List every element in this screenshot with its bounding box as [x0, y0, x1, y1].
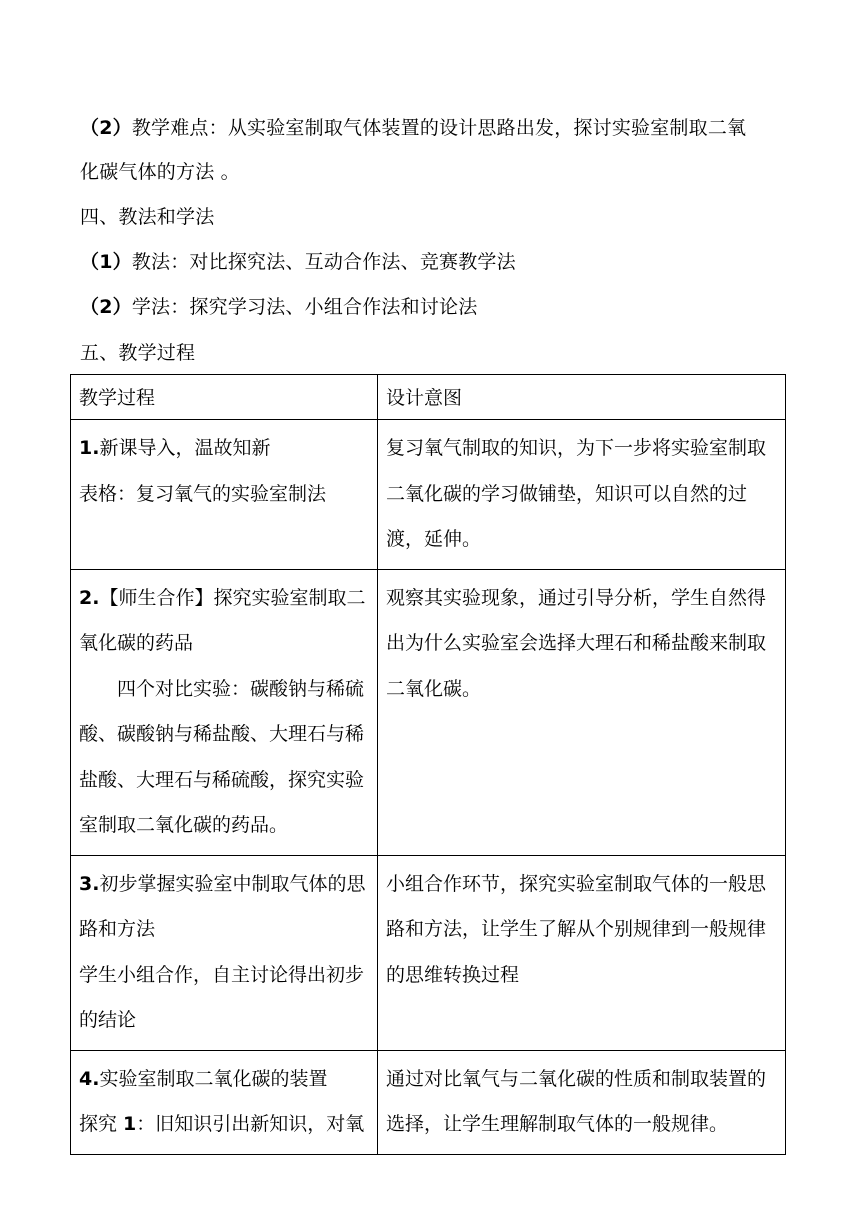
step-title: 初步掌握实验室中制取气体的思路和方法: [79, 872, 366, 940]
step-title: 实验室制取二氧化碳的装置: [99, 1067, 328, 1090]
step-number: 1.: [79, 437, 100, 459]
difficulty-text: 教学难点：从实验室制取气体装置的设计思路出发，探讨实验室制取二氧: [131, 117, 747, 139]
process-cell: [71, 420, 378, 570]
process-title: [79, 576, 369, 667]
intent-cell: 观察其实验现象，通过引导分析，学生自然得出为什么实验室会选择大理石和稀盐酸来制取二氧化碳。: [378, 569, 786, 855]
process-detail: [79, 1102, 369, 1148]
table-row: [71, 855, 786, 1050]
intent-cell: 通过对比氧气与二氧化碳的性质和制取装置的选择，让学生理解制取气体的一般规律。: [378, 1050, 786, 1154]
process-cell: [71, 855, 378, 1050]
process-title: [79, 426, 369, 472]
intent-cell: 小组合作环节，探究实验室制取气体的一般思路和方法，让学生了解从个别规律到一般规律的思维转换过程: [378, 855, 786, 1050]
explore-label: 探究: [79, 1113, 124, 1135]
difficulty-label: （2）: [80, 117, 132, 139]
process-cell: [71, 1050, 378, 1154]
intent-cell: 复习氧气制取的知识，为下一步将实验室制取二氧化碳的学习做铺垫，知识可以自然的过渡，延伸。: [378, 420, 786, 570]
learning-method-line: [80, 292, 792, 322]
table-header-row: [71, 375, 786, 420]
method1-text: 教法：对比探究法、互动合作法、竞赛教学法: [131, 251, 516, 273]
teaching-difficulty-line2: 化碳气体的方法 。: [80, 161, 240, 183]
header-intent: 设计意图: [378, 375, 786, 420]
step-number: 2.: [79, 586, 100, 609]
step-title: 新课导入，温故知新: [99, 437, 271, 459]
table-row: [71, 1050, 786, 1154]
process-title: [79, 862, 369, 953]
table-row: [71, 420, 786, 570]
process-detail: 学生小组合作，自主讨论得出初步的结论: [79, 963, 365, 1031]
process-cell: [71, 569, 378, 855]
section-4-title: 四、教法和学法: [80, 206, 215, 228]
explore-number: 1: [123, 1113, 137, 1135]
teaching-method-line: [80, 247, 792, 277]
method2-label: （2）: [80, 296, 132, 318]
section-5-title: 五、教学过程: [80, 342, 196, 364]
method2-text: 学法：探究学习法、小组合作法和讨论法: [131, 296, 478, 318]
process-title: [79, 1057, 369, 1103]
process-detail: 四个对比实验：碳酸钠与稀硫酸、碳酸钠与稀盐酸、大理石与稀盐酸、大理石与稀硫酸，探究实验室制取二氧化碳的药品。: [79, 677, 365, 836]
step-number: 4.: [79, 1067, 100, 1090]
header-process: 教学过程: [71, 375, 378, 420]
step-title: 【师生合作】探究实验室制取二氧化碳的药品: [79, 586, 366, 654]
step-number: 3.: [79, 872, 100, 895]
teaching-process-table: [70, 374, 786, 1155]
process-detail: 表格：复习氧气的实验室制法: [79, 482, 327, 505]
method1-label: （1）: [80, 251, 132, 273]
teaching-difficulty-line1: [80, 113, 792, 143]
table-row: [71, 569, 786, 855]
explore-text: ：旧知识引出新知识，对氧: [136, 1113, 365, 1135]
